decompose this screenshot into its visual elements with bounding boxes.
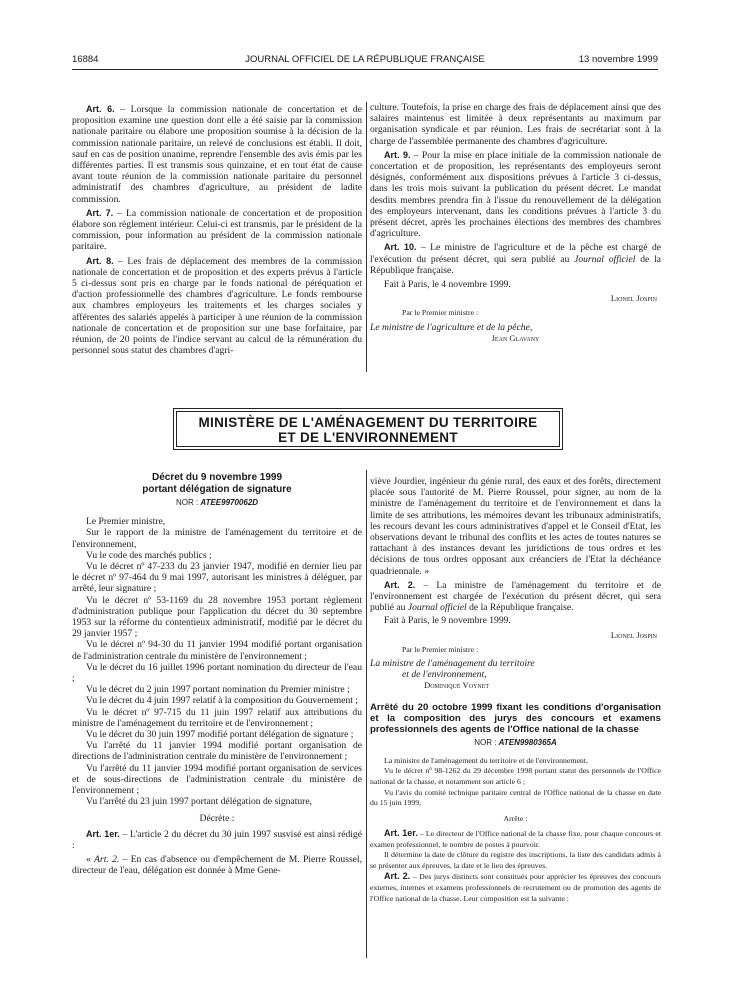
signatory-minister: Jean Glavany xyxy=(491,332,540,343)
arrete-title: Arrêté du 20 octobre 1999 fixant les conditions d'organisation et la composition des jurys des concours et examens professionnels des agents de l'Office national de la chasse xyxy=(370,701,661,735)
ministry-heading-box xyxy=(173,408,563,450)
arrete-body xyxy=(370,756,661,904)
issue-date: 13 novembre 1999 xyxy=(578,54,658,65)
article-8: Art. 8. – Les frais de déplacement des membres de la commission nationale de concertation et de proposition et des experts prévus à l'article 5 ci-dessus sont pris en charge par le fonds national de péréquation et d'action professionnelle des chambres d'agriculture. Le fonds rembourse aux chambres employeurs les traitements et les charges sociales y afférentes des salariés appelés à participer à une réunion de la commission nationale de concertation et de proposition sur une base forfaitaire, par réunion, de 20 points de l'indice servant au calcul de la rémunération du personnel sous statut des chambres d'agri- xyxy=(72,255,363,357)
decret-article-2: Art. 2. – La ministre de l'aménagement du territoire et de l'environnement est chargée de l'exécution du présent décret, qui sera publié au Journal officiel de la République française. xyxy=(370,579,661,614)
article-6: Art. 6. – Lorsque la commission nationale de concertation et de proposition examine une question dont elle a été saisie par la commission nationale paritaire ou élabore une proposition soumise à la décision de la commission nationale paritaire, un relevé de conclusions est établi. Il doit, sauf en cas de position unanime, reprendre l'ensemble des avis émis par les différentes parties. Il est transmis sous quinzaine, et en tout état de cause avant toute réunion de la commission nationale paritaire du personnel administratif des chambres d'agriculture, au président de ladite commission. xyxy=(72,104,362,205)
arrete-para: Vu l'avis du comité technique paritaire central de l'Office national de la chasse en date du 15 juin 1999, xyxy=(370,787,661,808)
decret-place-date: Fait à Paris, le 9 novembre 1999. xyxy=(384,615,511,627)
decret-para: Le Premier ministre, xyxy=(86,516,166,528)
article-7: Art. 7. – La commission nationale de concertation et de proposition élabore son règlement intérieur. Celui-ci est transmis, par le président de la commission, pour information au président de la commission nationale paritaire. xyxy=(72,207,362,253)
arrete-word: Arrête : xyxy=(503,813,528,823)
decret-article-1-quote: « Art. 2. – En cas d'absence ou d'empêchement de M. Pierre Roussel, directeur de l'eau, délégation est donnée à Mme Gene- xyxy=(72,854,362,877)
right-bottom-column xyxy=(370,476,661,904)
decret-para: Vu le décret nº 53-1169 du 28 novembre 1953 portant règlement d'administration publique pour l'application du décret du 30 septembre 1953 sur la réforme du contentieux administratif, modifié par le décret du 29 janvier 1957 ; xyxy=(72,594,362,640)
arrete-article-1: Art. 1er. – Le directeur de l'Office national de la chasse fixe, pour chaque concours et examen professionnel, le nombre de postes à pourvoir. xyxy=(370,828,661,849)
decret-para: Vu le code des marchés publics ; xyxy=(86,549,212,561)
minister-title: Le ministre de l'agriculture et de la pêche, xyxy=(370,321,533,333)
top-right-column xyxy=(370,102,661,344)
article-8-continued: culture. Toutefois, la prise en charge des frais de déplacement ainsi que des salaires maintenus est limitée à deux représentants au maximum par organisation syndicale et par réunion. Les frais de secrétariat sont à la charge de l'assemblée permanente des chambres d'agriculture. xyxy=(370,102,661,147)
arrete-para: Vu le décret nº 98-1262 du 29 décembre 1998 portant statut des personnels de l'Office national de la chasse, et notamment son article 6 ; xyxy=(370,766,661,787)
decret-para: Vu le décret du 2 juin 1997 portant nomination du Premier ministre ; xyxy=(86,684,350,696)
decret-quote-continued: viève Jourdier, ingénieur du génie rural, des eaux et des forêts, directement placée sous l'autorité de M. Pierre Roussel, pour signer, au nom de la ministre de l'aménagement du territoire et de l'environnement et dans la limite de ses attributions, les mémoires devant les tribunaux administratifs, les recours devant les cours administratives d'appel et le Conseil d'Etat, les observations devant le tribunal des conflits et les actes de toutes natures se rattachant à des instances devant les juridictions de tous ordres et les décisions de tous ordres opposant aux créanciers de l'Etat la déchéance quadriennale. » xyxy=(370,476,661,577)
decret-para: Vu le décret du 16 juillet 1996 portant nomination du directeur de l'eau ; xyxy=(72,661,362,685)
decret-nor: NOR : ATEE9970062D xyxy=(175,498,259,507)
arrete-article-2: Art. 2. – Des jurys distincts sont constitués pour apprécier les épreuves des concours externes, internes et examens professionnels de recrutement ou de promotion des agents de l'Office national de la chasse. Leur composition est la suivante : xyxy=(370,871,661,903)
decret-signatory-prime-minister: Lionel Jospin xyxy=(610,629,657,640)
decret-para: Vu l'arrêté du 23 juin 1997 portant délégation de signature, xyxy=(86,796,313,808)
arrete-nor: NOR : ATEN9980365A xyxy=(474,737,557,747)
decret-para: Vu le décret nº 97-715 du 11 juin 1997 relatif aux attributions du ministre de l'aménagement du territoire et de l'environnement ; xyxy=(72,706,362,729)
signatory-prime-minister: Lionel Jospin xyxy=(610,293,657,304)
decret-para: Vu le décret du 4 juin 1997 relatif à la composition du Gouvernement ; xyxy=(86,695,358,707)
decret-signatory-minister: Dominique Voynet xyxy=(424,680,490,691)
decrete-word: Décrète : xyxy=(199,813,235,825)
decret-article-1: Art. 1er. – L'article 2 du décret du 30 juin 1997 susvisé est ainsi rédigé : xyxy=(72,828,362,851)
decret-para: Vu le décret du 30 juin 1997 modifié portant délégation de signature ; xyxy=(86,729,354,741)
decret-para: Vu l'arrêté du 11 janvier 1994 modifié portant organisation de directions de l'administration centrale du ministère de l'environnement ; xyxy=(72,740,362,763)
column-divider-bottom xyxy=(366,470,367,958)
decret-para: Sur le rapport de la ministre de l'aménagement du territoire et de l'environnement, xyxy=(72,527,362,550)
top-left-column xyxy=(72,104,362,356)
decret-minister-title: La ministre de l'aménagement du territoire et de l'environnement, xyxy=(370,658,535,681)
signature-place-date: Fait à Paris, le 4 novembre 1999. xyxy=(384,279,511,291)
decret-para: Vu l'arrêté du 11 janvier 1994 modifié portant organisation de services et de sous-directions de l'administration centrale du ministère de l'environnement ; xyxy=(72,762,362,797)
page-header xyxy=(72,54,658,70)
decret-column xyxy=(72,472,362,877)
column-divider-top xyxy=(366,102,367,372)
arrete-article-1-para-2: Il détermine la date de clôture du registre des inscriptions, la liste des candidats admis à se présenter aux épreuves, la date et le lieu des épreuves. xyxy=(370,850,661,870)
page-number: 16884 xyxy=(72,54,99,65)
decret-title: Décret du 9 novembre 1999 portant délégation de signature xyxy=(142,472,292,495)
decret-para: Vu le décret nº 47-233 du 23 janvier 1947, modifié en dernier lieu par le décret nº 97-464 du 9 mai 1997, autorisant les ministres à déléguer, par arrêté, leur signature ; xyxy=(72,561,362,595)
journal-title: JOURNAL OFFICIEL DE LA RÉPUBLIQUE FRANÇAISE xyxy=(245,54,485,65)
decret-by-prime-minister: Par le Premier ministre : xyxy=(402,644,479,654)
article-9: Art. 9. – Pour la mise en place initiale de la commission nationale de concertation et de proposition, les représentants des employeurs seront désignés, conformément aux dispositions prévues à l'article 3 ci-dessus, dans les trois mois suivant la publication du présent décret. Le mandat desdits membres prendra fin à l'issue du renouvellement de la délégation des employeurs intervenant, dans les conditions prévues à l'article 3 du présent décret, après les prochaines élections des membres des chambres d'agriculture. xyxy=(370,149,661,240)
arrete-para: La ministre de l'aménagement du territoire et de l'environnement, xyxy=(384,755,588,765)
by-prime-minister: Par le Premier ministre : xyxy=(402,308,479,318)
ministry-heading: MINISTÈRE DE L'AMÉNAGEMENT DU TERRITOIRE ET DE L'ENVIRONNEMENT xyxy=(198,415,538,445)
article-10: Art. 10. – Le ministre de l'agriculture et de la pêche est chargé de l'exécution du présent décret, qui sera publié au Journal officiel de la République française. xyxy=(370,242,661,276)
decret-para: Vu le décret nº 94-30 du 11 janvier 1994 modifié portant organisation de l'administration centrale du ministère de l'environnement ; xyxy=(72,639,362,662)
header-rule xyxy=(72,69,658,70)
